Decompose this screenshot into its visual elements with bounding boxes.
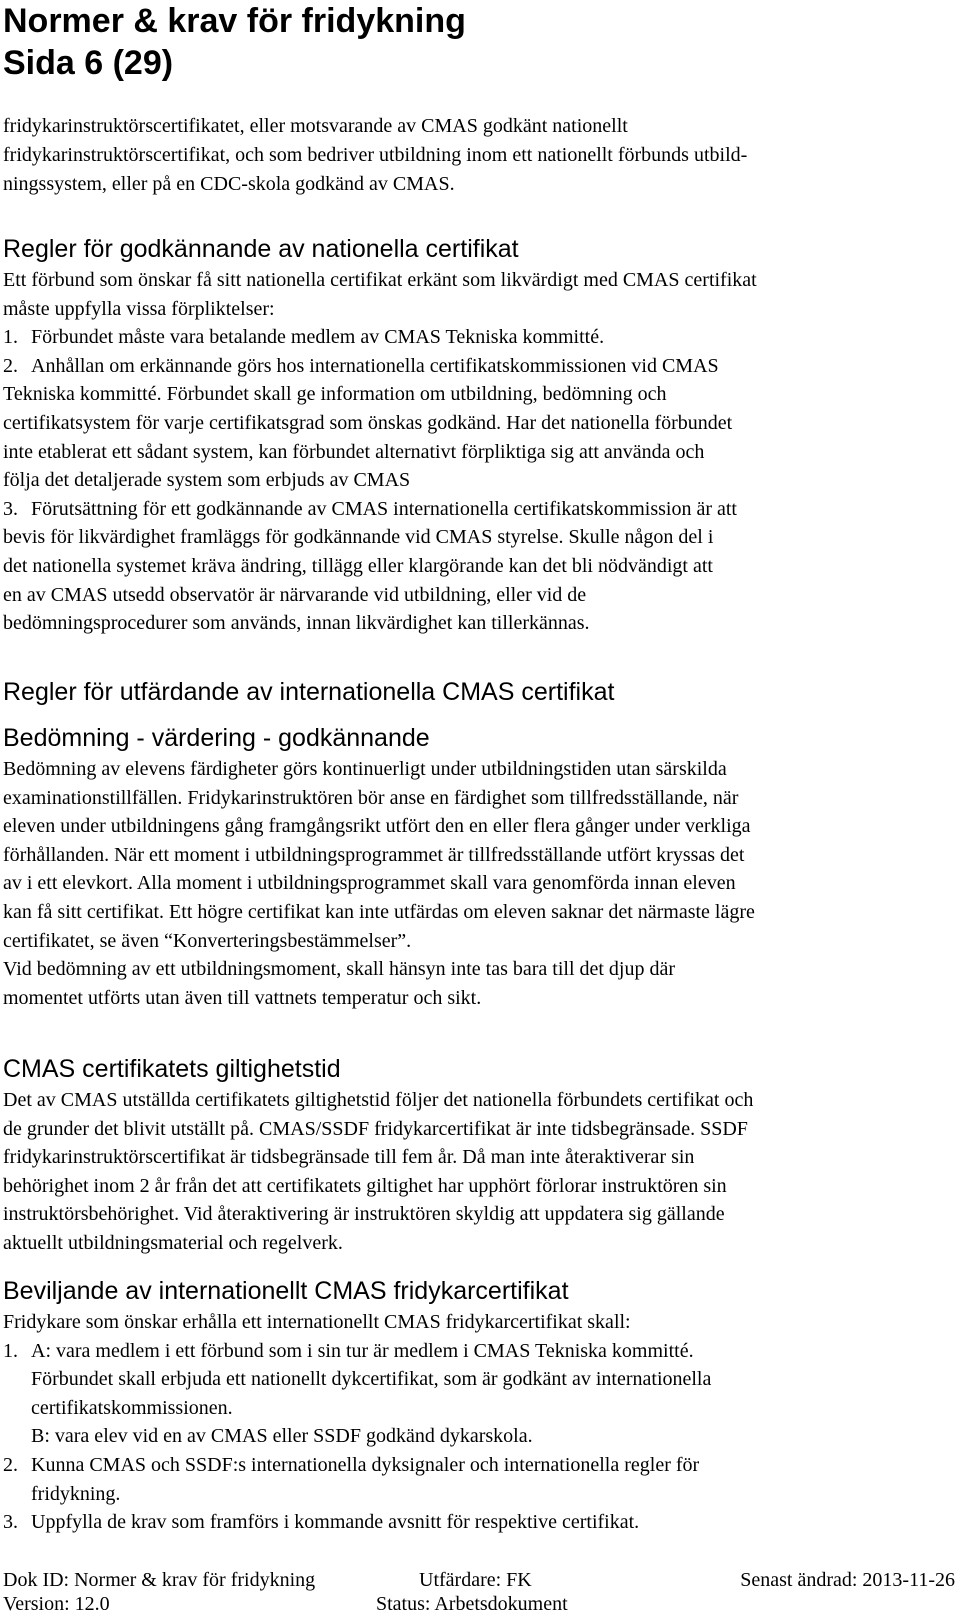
body-line: eleven under utbildningens gång framgångsrikt utfört den en eller flera gånger under verkliga <box>3 815 751 838</box>
list-item <box>3 1337 951 1451</box>
list-line: A: vara medlem i ett förbund som i sin tur är medlem i CMAS Tekniska kommitté. <box>31 1339 694 1362</box>
section-beviljande <box>3 1276 951 1537</box>
intro-line: fridykarinstruktörscertifikatet, eller motsvarande av CMAS godkänt nationellt <box>3 115 628 137</box>
section-lead <box>3 266 951 323</box>
list-line: Förutsättning för ett godkännande av CMAS internationella certifikatskommission är att <box>31 497 737 520</box>
body-line: behörighet inom 2 år från det att certifikatets giltighet har upphört förlorar instruktören sin <box>3 1174 727 1197</box>
list-number: 2. <box>3 1453 18 1476</box>
list-number: 3. <box>3 1511 18 1534</box>
list-text <box>31 1508 951 1537</box>
footer-status: Status: Arbetsdokument <box>376 1593 568 1615</box>
list-line: Förbundet skall erbjuda ett nationellt dykcertifikat, som är godkänt av internationella <box>31 1368 712 1391</box>
list-line: Anhållan om erkännande görs hos internationella certifikatskommissionen vid CMAS <box>31 354 719 377</box>
list-line: det nationella systemet kräva ändring, tillägg eller klargörande kan det bli nödvändigt att <box>3 554 713 577</box>
body-line: momentet utförts utan även till vattnets temperatur och sikt. <box>3 986 482 1009</box>
list-item-continuation <box>3 380 951 494</box>
body-line: aktuellt utbildningsmaterial och regelverk. <box>3 1231 343 1254</box>
list-line: bedömningsprocedurer som används, innan likvärdighet kan tillerkännas. <box>3 612 590 635</box>
body-line: Bedömning av elevens färdigheter görs kontinuerligt under utbildningstiden utan särskilda <box>3 758 727 780</box>
list-item <box>3 1451 951 1508</box>
list-item <box>3 352 951 381</box>
section-giltighet <box>3 1054 951 1258</box>
lead-line: måste uppfylla vissa förpliktelser: <box>3 297 275 320</box>
list-item <box>3 323 951 352</box>
list-text <box>31 495 951 524</box>
list-line: certifikatsystem för varje certifikatsgrad som önskas godkänd. Har det nationella förbundet <box>3 411 733 434</box>
list-line: Förbundet måste vara betalande medlem av CMAS Tekniska kommitté. <box>31 326 605 349</box>
body-line: förhållanden. När ett moment i utbildningsprogrammet är tillfredsställande utfört kryssas det <box>3 843 745 866</box>
section-heading-giltighet: CMAS certifikatets giltighetstid <box>3 1055 341 1083</box>
list-item <box>3 495 951 524</box>
section-body <box>3 1086 951 1258</box>
list-text <box>31 1337 951 1451</box>
list-text <box>31 352 951 381</box>
footer-version: Version: 12.0 <box>3 1593 110 1615</box>
section-utfardande <box>3 677 951 707</box>
footer-last-changed: Senast ändrad: 2013-11-26 <box>740 1569 955 1591</box>
body-line: av i ett elevkort. Alla moment i utbildningsprogrammet skall vara genomförda innan eleven <box>3 872 736 895</box>
list-line: en av CMAS utsedd observatör är närvarande vid utbildning, eller vid de <box>3 583 587 606</box>
body-line: certifikatet, se även “Konverteringsbestämmelser”. <box>3 929 412 952</box>
body-line: Vid bedömning av ett utbildningsmoment, skall hänsyn inte tas bara till det djup där <box>3 958 676 981</box>
list-number: 1. <box>3 326 18 349</box>
section-lead: Fridykare som önskar erhålla ett internationellt CMAS fridykarcertifikat skall: <box>3 1311 631 1333</box>
body-line: examinationstillfällen. Fridykarinstruktören bör anse en färdighet som tillfredsställande, när <box>3 786 739 809</box>
list-number: 2. <box>3 354 18 377</box>
list-line: Uppfylla de krav som framförs i kommande avsnitt för respektive certifikat. <box>31 1511 640 1534</box>
list-text <box>31 323 951 352</box>
list-number: 3. <box>3 497 18 520</box>
list-line: bevis för likvärdighet framläggs för godkännande vid CMAS styrelse. Skulle någon del i <box>3 526 714 549</box>
section-heading-utfardande: Regler för utfärdande av internationella CMAS certifikat <box>3 678 615 706</box>
list-line: B: vara elev vid en av CMAS eller SSDF godkänd dykarskola. <box>31 1425 533 1448</box>
list-item-continuation <box>3 523 951 637</box>
section-heading-nationella: Regler för godkännande av nationella certifikat <box>3 235 519 263</box>
list-line: inte etablerat ett sådant system, kan förbundet alternativt förpliktiga sig att använda och <box>3 440 705 463</box>
list-line: Kunna CMAS och SSDF:s internationella dyksignaler och internationella regler för <box>31 1453 700 1476</box>
intro-line: ningssystem, eller på en CDC-skola godkänd av CMAS. <box>3 173 455 195</box>
document-title <box>3 0 466 84</box>
intro-line: fridykarinstruktörscertifikat, och som bedriver utbildning inom ett nationellt förbunds utbild- <box>3 144 748 166</box>
body-line: Det av CMAS utställda certifikatets giltighetstid följer det nationella förbundets certifikat och <box>3 1089 754 1111</box>
body-line: kan få sitt certifikat. Ett högre certifikat kan inte utfärdas om eleven saknar det närmaste lägre <box>3 900 755 923</box>
section-bedomning <box>3 723 951 1012</box>
intro-paragraph <box>3 112 951 199</box>
title-line-1: Normer & krav för fridykning <box>3 2 466 40</box>
page-number: Sida 6 (29) <box>3 44 174 82</box>
section-heading-bedomning: Bedömning - värdering - godkännande <box>3 724 430 752</box>
footer-doc-id: Dok ID: Normer & krav för fridykning <box>3 1569 316 1591</box>
body-line: fridykarinstruktörscertifikat är tidsbegränsade till fem år. Då man inte återaktiverar sin <box>3 1146 695 1169</box>
list-line: fridykning. <box>31 1482 121 1505</box>
list-line: följa det detaljerade system som erbjuds av CMAS <box>3 469 411 492</box>
list-line: Tekniska kommitté. Förbundet skall ge information om utbildning, bedömning och <box>3 383 667 406</box>
list-text <box>31 1451 951 1508</box>
footer-issuer: Utfärdare: FK <box>419 1569 532 1591</box>
body-line: instruktörsbehörighet. Vid återaktivering är instruktören skyldig att uppdatera sig gällande <box>3 1203 725 1226</box>
body-line: de grunder det blivit utställt på. CMAS/SSDF fridykarcertifikat är inte tidsbegränsade. SSDF <box>3 1117 748 1140</box>
list-item <box>3 1508 951 1537</box>
list-number: 1. <box>3 1339 18 1362</box>
list-line: certifikatskommissionen. <box>31 1396 233 1419</box>
lead-line: Ett förbund som önskar få sitt nationella certifikat erkänt som likvärdigt med CMAS certifikat <box>3 269 757 291</box>
section-nationella <box>3 234 951 638</box>
page-footer <box>3 1568 955 1616</box>
section-heading-beviljande: Beviljande av internationellt CMAS fridykarcertifikat <box>3 1277 569 1305</box>
section-body <box>3 755 951 1012</box>
